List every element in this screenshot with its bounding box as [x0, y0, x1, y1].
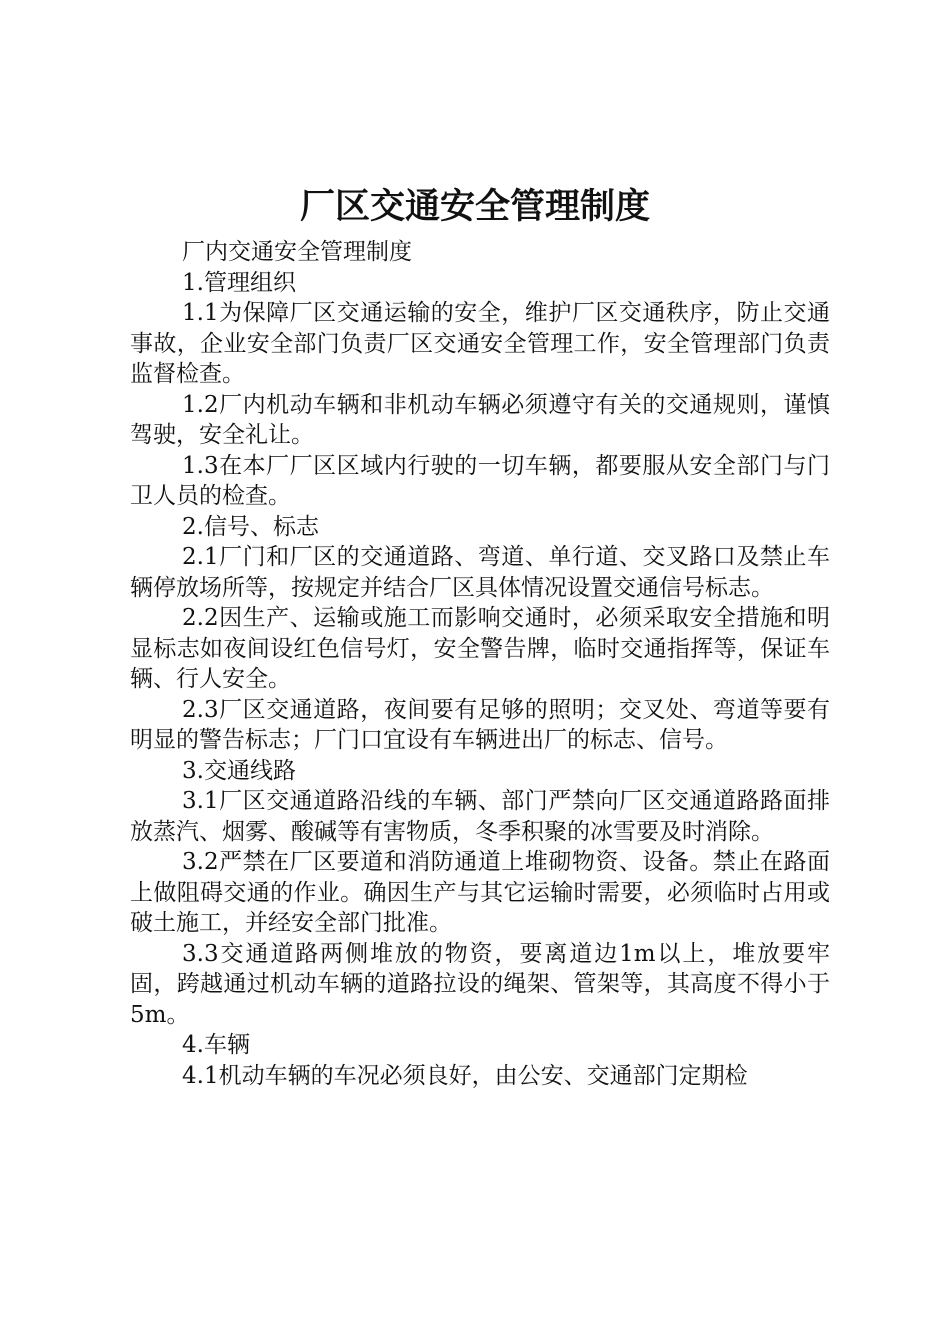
- document-body: [130, 237, 830, 1091]
- section-heading: 2.信号、标志: [182, 513, 319, 540]
- section-heading: 3.交通线路: [182, 757, 296, 784]
- paragraph: 2.3厂区交通道路，夜间要有足够的照明；交叉处、弯道等要有明显的警告标志；厂门口宜设有车辆进出厂的标志、信号。: [130, 696, 830, 753]
- paragraph: 1.1为保障厂区交通运输的安全，维护厂区交通秩序，防止交通事故，企业安全部门负责厂区交通安全管理工作，安全管理部门负责监督检查。: [130, 300, 830, 387]
- document-title: 厂区交通安全管理制度: [299, 187, 650, 227]
- paragraph: 3.2严禁在厂区要道和消防通道上堆砌物资、设备。禁止在路面上做阻碍交通的作业。确因生产与其它运输时需要，必须临时占用或破土施工，并经安全部门批准。: [130, 849, 830, 936]
- paragraph: 2.2因生产、运输或施工而影响交通时，必须采取安全措施和明显标志如夜间设红色信号灯，安全警告牌，临时交通指挥等，保证车辆、行人安全。: [130, 605, 830, 692]
- paragraph: 厂内交通安全管理制度: [182, 239, 412, 265]
- paragraph: 3.1厂区交通道路沿线的车辆、部门严禁向厂区交通道路路面排放蒸汽、烟雾、酸碱等有害物质，冬季积聚的冰雪要及时消除。: [130, 788, 830, 845]
- paragraph: 2.1厂门和厂区的交通道路、弯道、单行道、交叉路口及禁止车辆停放场所等，按规定并结合厂区具体情况设置交通信号标志。: [130, 544, 830, 601]
- paragraph: 1.2厂内机动车辆和非机动车辆必须遵守有关的交通规则，谨慎驾驶，安全礼让。: [130, 391, 830, 448]
- paragraph: 3.3交通道路两侧堆放的物资，要离道边1m以上，堆放要牢固，跨越通过机动车辆的道路拉设的绳架、管架等，其高度不得小于5m。: [130, 940, 830, 1028]
- section-heading: 1.管理组织: [182, 269, 296, 296]
- section-heading: 4.车辆: [182, 1032, 250, 1058]
- paragraph: 4.1机动车辆的车况必须良好，由公安、交通部门定期检: [182, 1062, 748, 1089]
- paragraph: 1.3在本厂厂区区域内行驶的一切车辆，都要服从安全部门与门卫人员的检查。: [130, 452, 830, 509]
